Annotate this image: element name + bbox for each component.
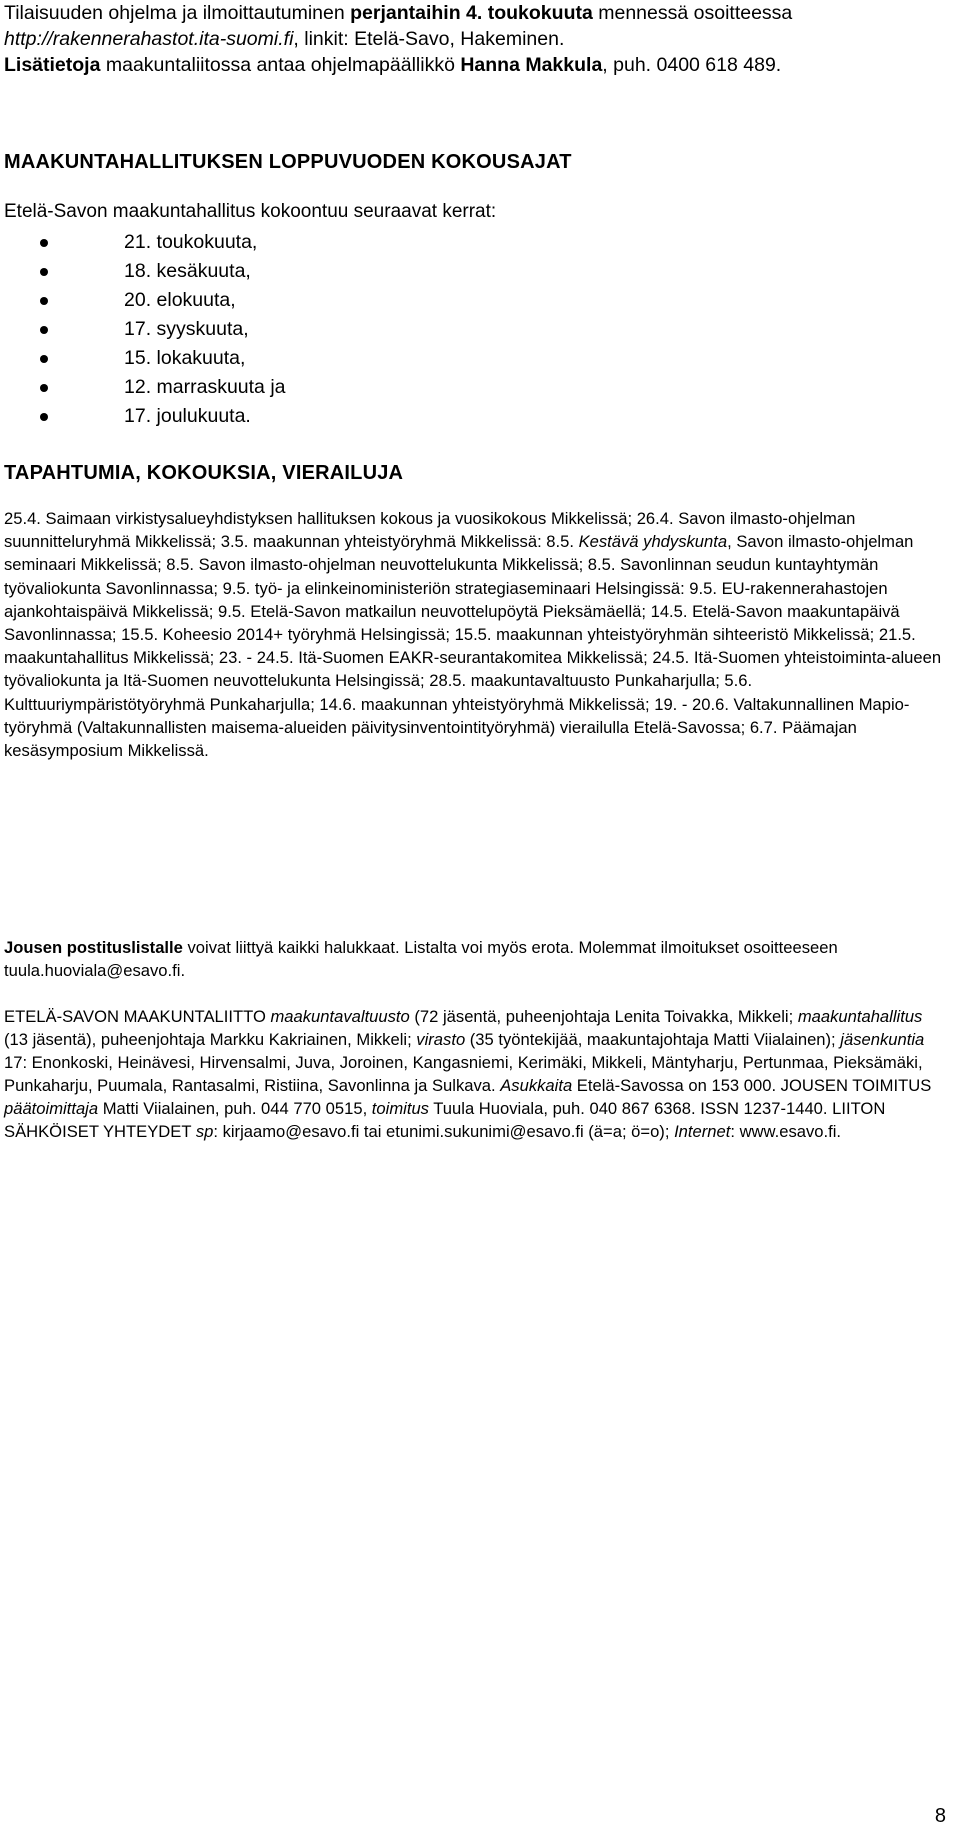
intro-text: Tilaisuuden ohjelma ja ilmoittautuminen [4, 2, 351, 24]
meeting-date-item [40, 315, 286, 344]
colophon-term: toimitus [371, 1099, 429, 1119]
meetings-heading: MAAKUNTAHALLITUKSEN LOPPUVUODEN KOKOUSAJAT [4, 151, 572, 173]
meeting-date: 18. kesäkuuta, [124, 260, 251, 282]
bullet-icon [40, 239, 48, 247]
events-text: , Savon ilmasto-ohjelman seminaari Mikkelissä; 8.5. Savon ilmasto-ohjelman neuvottelukunta Mikkelissä; 8.5. Savonlinnan seudun kuntayhtymän työvaliokunta Savonlinnassa; 9.5. työ- ja elinkeinoministeriön strategiaseminaari Helsingissä: 9.5. EU-rakennerahastojen ajankohtaispäivä Mikkelissä; 9.5. Etelä-Savon matkailun neuvottelupöytä Pieksämäellä; 14.5. Etelä-Savon maakuntapäivä Savonlinnassa; 15.5. Koheesio 2014+ työryhmä Helsingissä; 15.5. maakunnan yhteistyöryhmän sihteeristö Mikkelissä; 21.5. maakuntahallitus Mikkelissä; 23. - 24.5. Itä-Suomen EAKR-seurantakomitea Mikkelissä; 24.5. Itä-Suomen yhteistoiminta-alueen työvaliokunta ja Itä-Suomen neuvottelukunta Helsingissä; 28.5. maakuntavaltuusto Punkaharjulla; 5.6. Kulttuuriympäristötyöryhmä Punkaharjulla; 14.6. maakunnan yhteistyöryhmä Mikkelissä; 19. - 20.6. Valtakunnallinen Mapio-työryhmä (Valtakunnallisten maisema-alueiden päivitysinventointityöryhmä) vierailulla Etelä-Savossa; 6.7. Päämajan kesäsymposium Mikkelissä. [4, 532, 942, 761]
intro-text: mennessä osoitteessa [592, 2, 793, 24]
meeting-date-item [40, 373, 286, 402]
colophon-term: jäsenkuntia [840, 1030, 925, 1050]
intro-paragraph [4, 0, 944, 78]
colophon-term: maakuntavaltuusto [270, 1007, 410, 1026]
events-heading: TAPAHTUMIA, KOKOUKSIA, VIERAILUJA [4, 462, 404, 484]
colophon-text: : www.esavo.fi. [730, 1122, 842, 1142]
colophon-text: Tuula Huoviala, puh. 040 867 6368. ISSN 1237-1440. LIITON SÄHKÖISET YHTEYDET [4, 1099, 886, 1142]
meeting-date-item [40, 257, 286, 286]
colophon-text: ETELÄ-SAVON MAAKUNTALIITTO [4, 1007, 271, 1026]
colophon-text: Matti Viialainen, puh. 044 770 0515, [98, 1099, 372, 1119]
meeting-date-item [40, 286, 286, 315]
colophon-text: : kirjaamo@esavo.fi tai etunimi.sukunimi@esavo.fi (ä=a; ö=o); [213, 1122, 675, 1142]
colophon-term: virasto [416, 1030, 466, 1050]
bullet-icon [40, 355, 48, 363]
meeting-date: 17. joulukuuta. [124, 405, 251, 427]
bullet-icon [40, 413, 48, 421]
meeting-dates-list [40, 228, 286, 431]
colophon-text: Etelä-Savossa on 153 000. JOUSEN TOIMITUS [572, 1076, 932, 1096]
bullet-icon [40, 384, 48, 392]
intro-text: maakuntaliitossa antaa ohjelmapäällikkö [100, 54, 461, 76]
bullet-icon [40, 297, 48, 305]
contact-name: Hanna Makkula [460, 54, 603, 76]
colophon-paragraph [4, 1005, 944, 1144]
mailing-list-label: Jousen postituslistalle [4, 938, 183, 957]
colophon-term: maakuntahallitus [797, 1007, 923, 1026]
seminar-title: Kestävä yhdyskunta [578, 532, 728, 552]
meeting-date: 12. marraskuuta ja [124, 376, 286, 398]
colophon-text: 17: Enonkoski, Heinävesi, Hirvensalmi, Juva, Joroinen, Kangasniemi, Kerimäki, Mikkeli, Mäntyharju, Pertunmaa, Pieksämäki, Punkaharju, Puumala, Rantasalmi, Ristiina, Savonlinna ja Sulkava. [4, 1053, 923, 1096]
meeting-date: 17. syyskuuta, [124, 318, 249, 340]
events-text: 25.4. Saimaan virkistysalueyhdistyksen hallituksen kokous ja vuosikokous Mikkelissä; 26.4. Savon ilmasto-ohjelman suunnitteluryhmä Mikkelissä; 3.5. maakunnan yhteistyöryhmä Mikkelissä: 8.5. [4, 509, 856, 552]
deadline-date: perjantaihin 4. toukokuuta [350, 2, 593, 24]
page-number: 8 [934, 1805, 946, 1827]
intro-text: , linkit: Etelä-Savo, Hakeminen. [293, 28, 565, 50]
meeting-date: 20. elokuuta, [124, 289, 236, 311]
colophon-text: (35 työntekijää, maakuntajohtaja Matti Viialainen); [465, 1030, 841, 1050]
meetings-intro: Etelä-Savon maakuntahallitus kokoontuu seuraavat kerrat: [4, 201, 497, 222]
colophon-term: Internet [674, 1122, 731, 1142]
meeting-date-item [40, 344, 286, 373]
bullet-icon [40, 326, 48, 334]
mailing-list-paragraph [4, 936, 944, 982]
meeting-date: 15. lokakuuta, [124, 347, 246, 369]
colophon-text: (13 jäsentä), puheenjohtaja Markku Kakriainen, Mikkeli; [4, 1030, 417, 1050]
colophon-term: päätoimittaja [4, 1099, 99, 1119]
colophon-term: sp [195, 1122, 214, 1142]
mailing-list-text: voivat liittyä kaikki halukkaat. Listalta voi myös erota. Molemmat ilmoitukset osoitteeseen tuula.huoviala@esavo.fi. [4, 938, 838, 981]
bullet-icon [40, 268, 48, 276]
colophon-term: Asukkaita [500, 1076, 573, 1096]
contact-phone: , puh. 0400 618 489. [602, 54, 782, 76]
events-paragraph [4, 507, 944, 762]
program-url-link[interactable]: http://rakennerahastot.ita-suomi.fi [4, 28, 294, 50]
meeting-date-item [40, 402, 286, 431]
info-label: Lisätietoja [4, 54, 101, 76]
colophon-text: (72 jäsentä, puheenjohtaja Lenita Toivakka, Mikkeli; [409, 1007, 798, 1026]
meeting-date-item [40, 228, 286, 257]
meeting-date: 21. toukokuuta, [124, 231, 258, 253]
